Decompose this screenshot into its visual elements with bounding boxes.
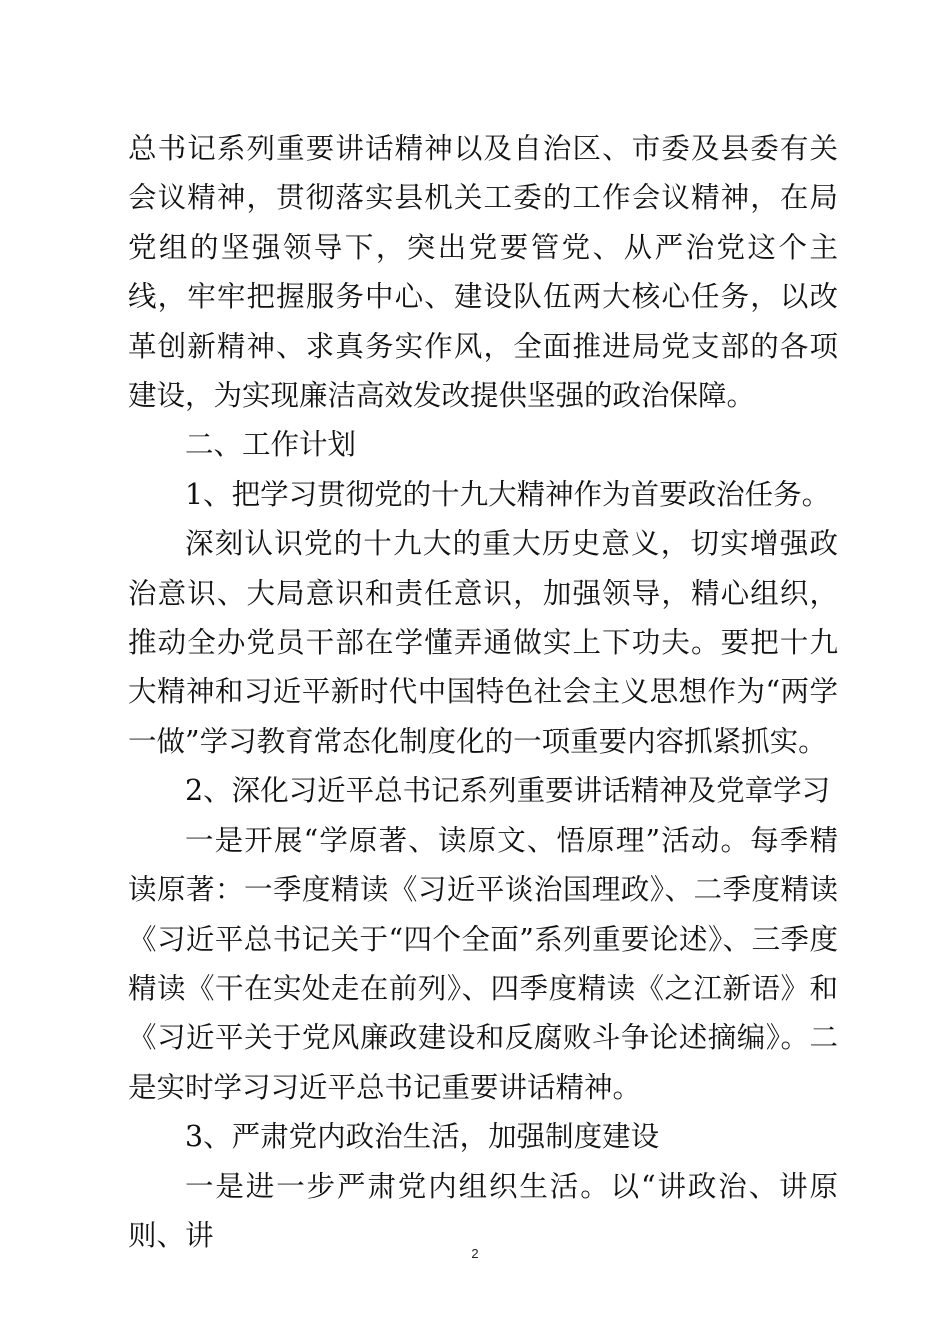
heading-work-plan: 二、工作计划: [185, 428, 357, 462]
paragraph-1-body: 深刻认识党的十九大的重大历史意义，切实增强政治意识、大局意识和责任意识，加强领导，精心组织，推动全办党员干部在学懂弄通做实上下功夫。要把十九大精神和习近平新时代中国特色社会主义思想作为“两学一做”学习教育常态化制度化的一项重要内容抓紧抓实。: [128, 527, 838, 758]
paragraph-continuation: 总书记系列重要讲话精神以及自治区、市委及县委有关会议精神，贯彻落实县机关工委的工作会议精神，在局党组的坚强领导下，突出党要管党、从严治党这个主线，牢牢把握服务中心、建设队伍两大核心任务，以改革创新精神、求真务实作风，全面推进局党支部的各项建设，为实现廉洁高效发改提供坚强的政治保障。: [128, 132, 838, 413]
paragraph-2-body: 一是开展“学原著、读原文、悟原理”活动。每季精读原著：一季度精读《习近平谈治国理政》、二季度精读《习近平总书记关于“四个全面”系列重要论述》、三季度精读《干在实处走在前列》、四季度精读《之江新语》和《习近平关于党风廉政建设和反腐败斗争论述摘编》。二是实时学习习近平总书记重要讲话精神。: [128, 823, 838, 1104]
subheading-1: 1、把学习贯彻党的十九大精神作为首要政治任务。: [185, 477, 831, 511]
paragraph-3-body: 一是进一步严肃党内组织生活。以“讲政治、讲原则、讲: [128, 1169, 838, 1252]
subheading-2: 2、深化习近平总书记系列重要讲话精神及党章学习: [185, 774, 831, 808]
subheading-3: 3、严肃党内政治生活，加强制度建设: [185, 1120, 660, 1154]
page-number: 2: [471, 1246, 479, 1261]
document-body: [128, 124, 838, 1260]
